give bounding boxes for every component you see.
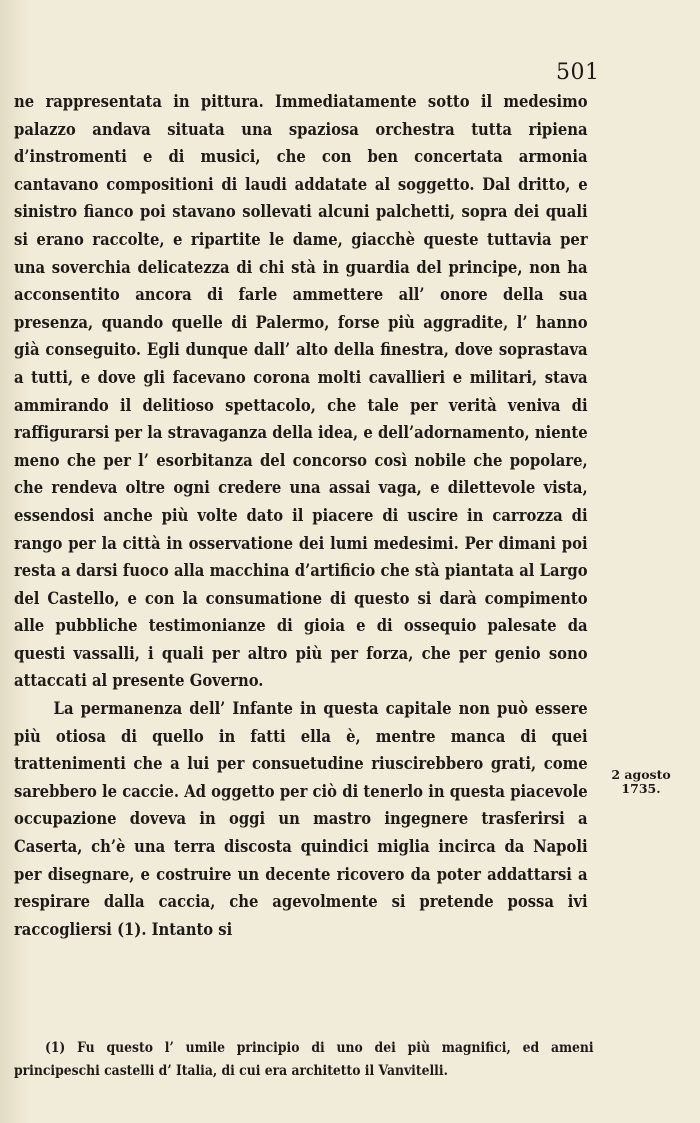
margin-date-year: 1735. bbox=[621, 781, 661, 796]
footnote-text: (1) Fu questo l’ umile principio di uno dei più magnifici, ed ameni principeschi castelli d’ Italia, di cui era architetto il Vanvitelli. bbox=[14, 1039, 594, 1079]
footnote bbox=[14, 1036, 594, 1082]
page-number: 501 bbox=[556, 60, 600, 85]
paragraph-continuation: ne rappresentata in pittura. Immediatamente sotto il medesimo palazzo andava situata una spaziosa orchestra tutta ripiena d’instromenti e di musici, che con ben concertata armonia cantavano compositioni di laudi addatate al soggetto. Dal dritto, e sinistro fianco poi stavano sollevati alcuni palchetti, sopra dei quali si erano raccolte, e ripartite le dame, giacchè queste tuttavia per una soverchia delicatezza di chi stà in guardia del principe, non ha acconsentito ancora di farle ammettere all’ onore della sua presenza, quando quelle di Palermo, forse più aggradite, l’ hanno già conseguito. Egli dunque dall’ alto della finestra, dove soprastava a tutti, e dove gli facevano corona molti cavallieri e militari, stava ammirando il delitioso spettacolo, che tale per verità veniva di raffigurarsi per la stravaganza della idea, e dell’adornamento, niente meno che per l’ esorbitanza del concorso così nobile che popolare, che rendeva oltre ogni credere una assai vaga, e dilettevole vista, essendosi anche più volte dato il piacere di uscire in carrozza di rango per la città in osservatione dei lumi medesimi. Per dimani poi resta a darsi fuoco alla macchina d’artificio che stà piantata al Largo del Castello, e con la consumatione di questo si darà compimento alle pubbliche testimonianze di gioia e di ossequio palesate da questi vassalli, i quali per altro più per forza, che per genio sono attaccati al presente Governo. bbox=[14, 92, 588, 692]
margin-date-note bbox=[606, 768, 676, 796]
main-text bbox=[14, 89, 588, 944]
margin-date-day: 2 agosto bbox=[611, 767, 671, 782]
paragraph-infante: La permanenza dell’ Infante in questa capitale non può essere più otiosa di quello in fatti ella è, mentre manca di quei trattenimenti che a lui per consuetudine riuscirebbero grati, come sarebbero le caccie. Ad oggetto per ciò di tenerlo in questa piacevole occupazione doveva in oggi un mastro ingegnere trasferirsi a Caserta, ch’è una terra discosta quindici miglia incirca da Napoli per disegnare, e costruire un decente ricovero da poter addattarsi a respirare dalla caccia, che agevolmente si pretende possa ivi raccogliersi (1). Intanto si bbox=[14, 699, 588, 940]
